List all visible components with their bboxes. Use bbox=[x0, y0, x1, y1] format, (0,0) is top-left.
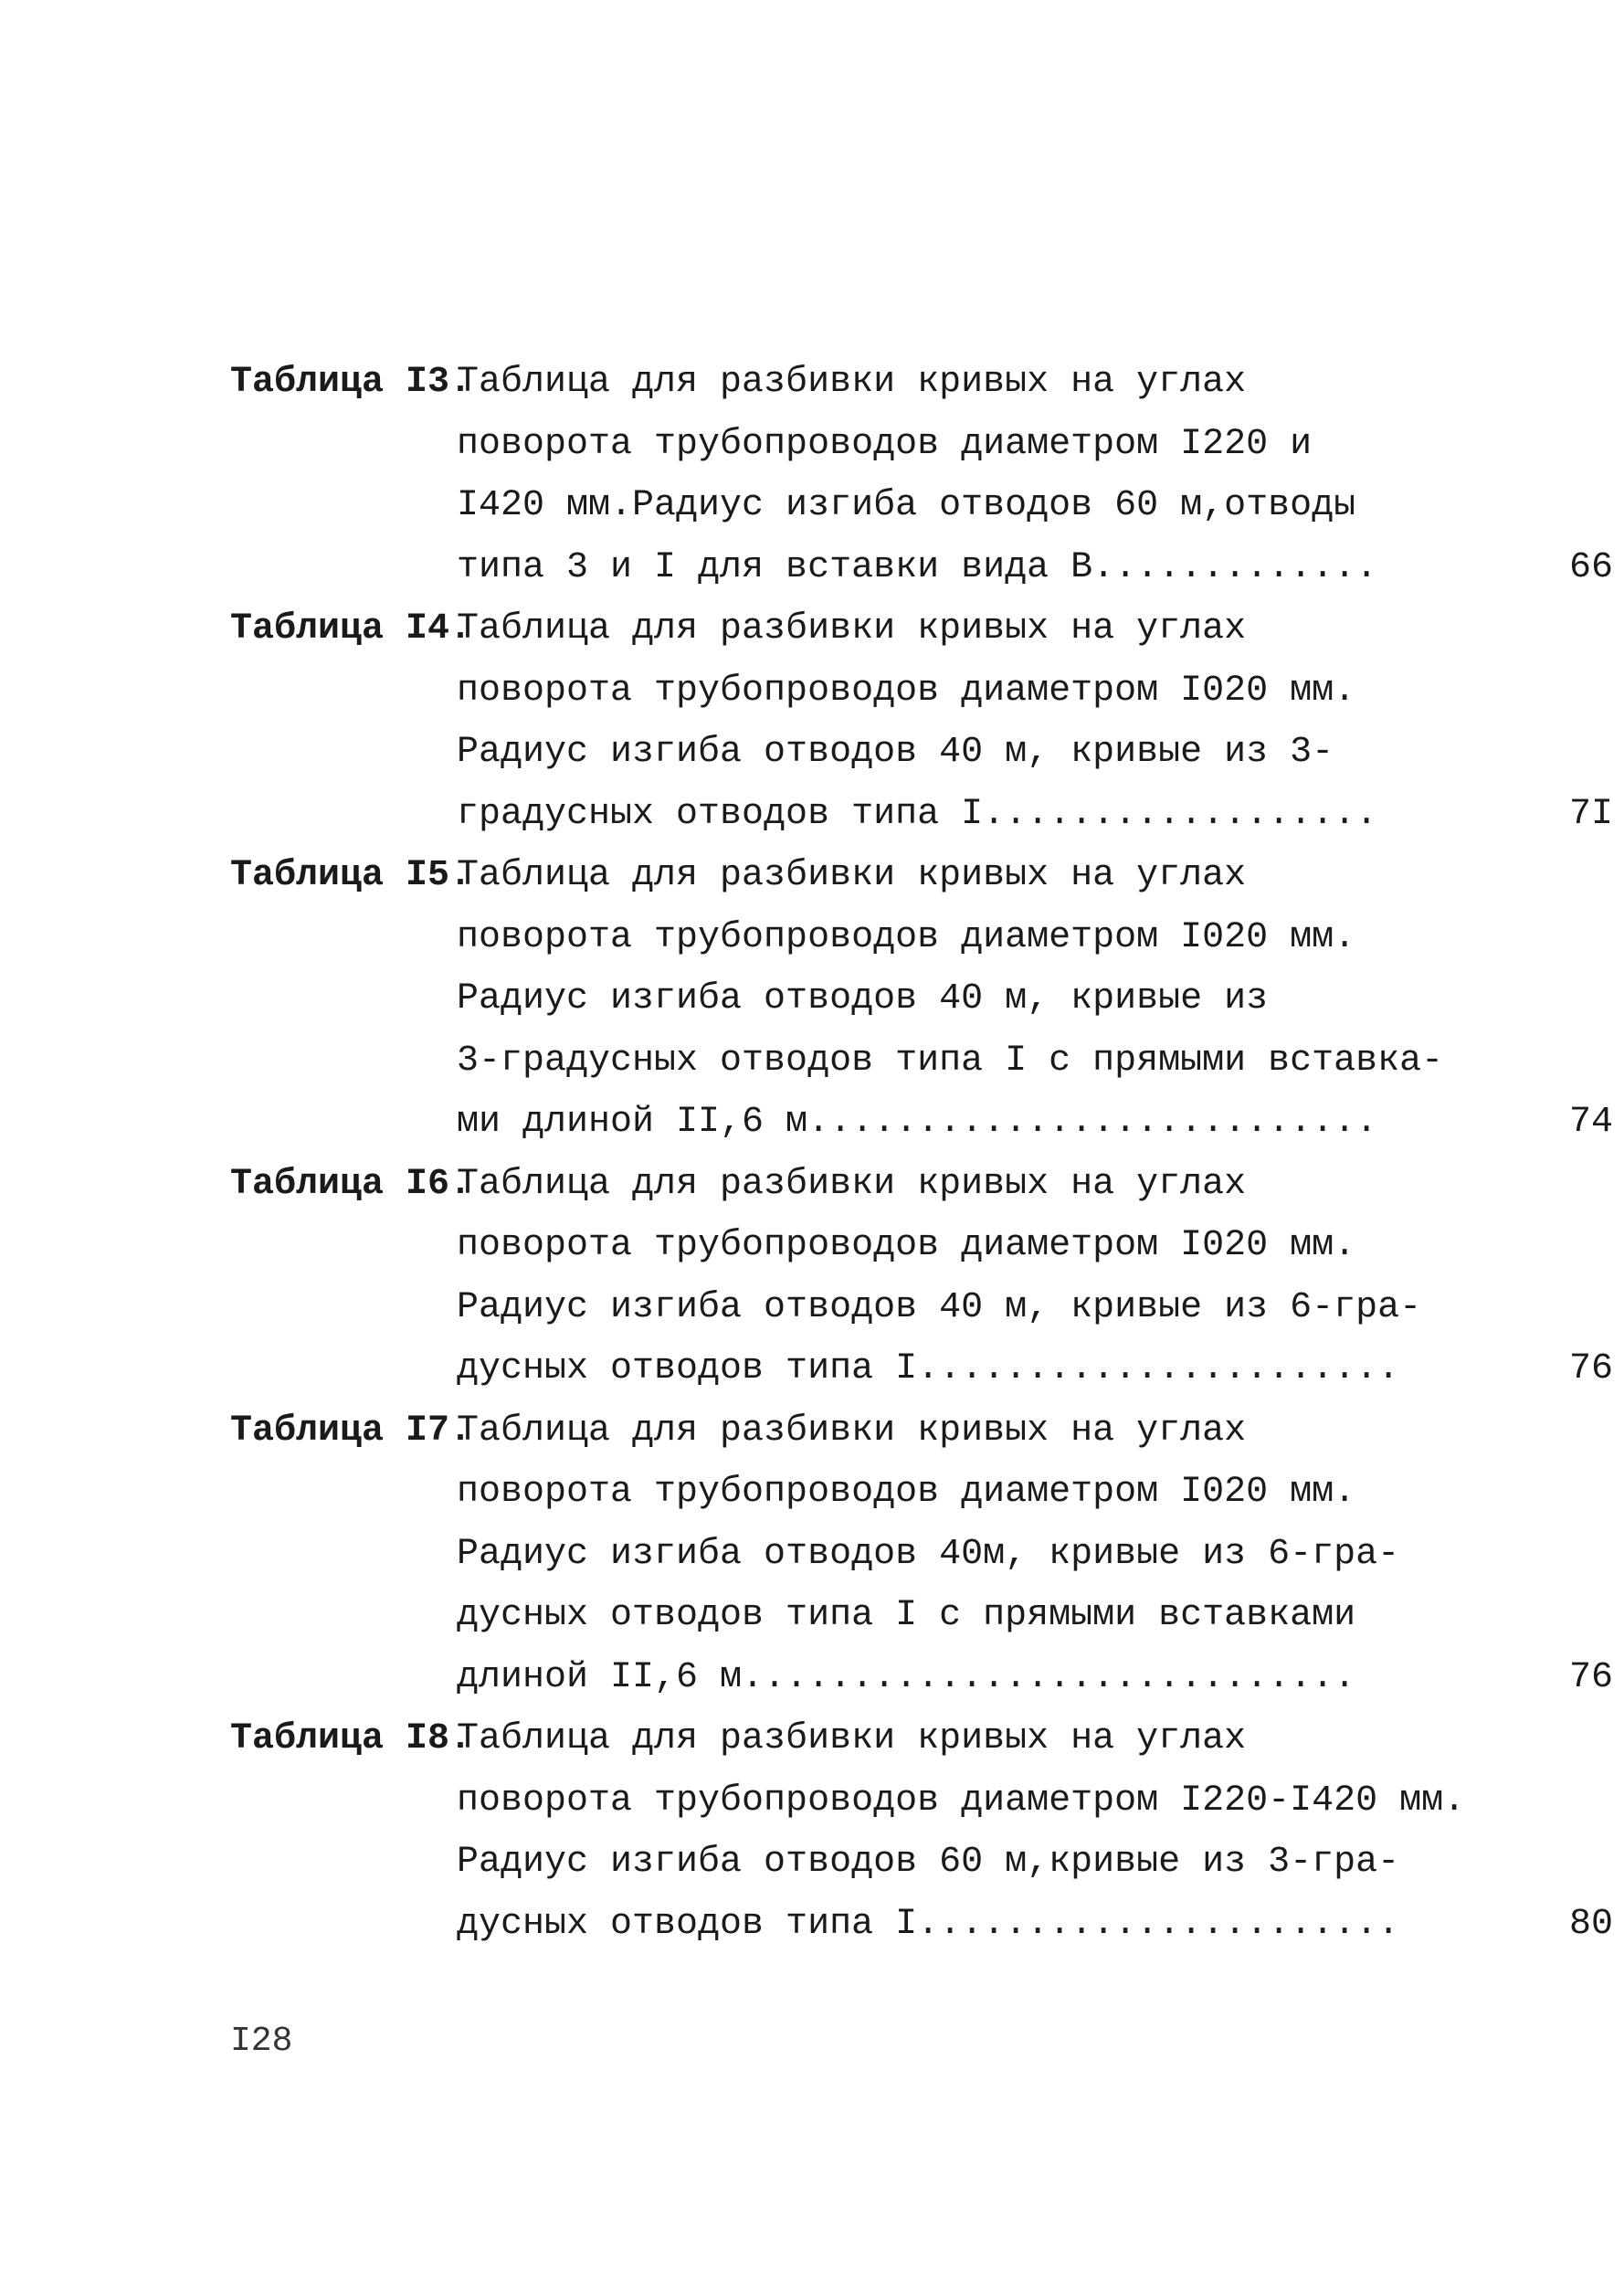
toc-entry-line: 3-градусных отводов типа I с прямыми вставка- bbox=[457, 1040, 1444, 1082]
toc-entry-line: поворота трубопроводов диаметром I020 мм. bbox=[457, 916, 1356, 958]
toc-entry-line: Таблица для разбивки кривых на углах bbox=[457, 1410, 1247, 1452]
toc-entry bbox=[230, 1708, 1614, 1955]
toc-entry-label: Таблица I4. bbox=[230, 608, 472, 650]
toc-entry-label: Таблица I7. bbox=[230, 1410, 472, 1452]
toc-entry bbox=[230, 1400, 1614, 1709]
toc-entry-line: поворота трубопроводов диаметром I220 и bbox=[457, 423, 1313, 465]
toc-entry-label: Таблица I3. bbox=[230, 362, 472, 403]
toc-entry-text bbox=[457, 598, 1614, 845]
toc-entry-line: ми длиной II,6 м.......................... 74 bbox=[457, 1092, 1418, 1154]
toc-page-number: 80 bbox=[1569, 1903, 1614, 1945]
toc-entry-text bbox=[457, 845, 1614, 1154]
toc-entry-text bbox=[457, 1400, 1614, 1709]
toc-entry-line: Таблица для разбивки кривых на углах bbox=[457, 1718, 1247, 1759]
toc-entry-text bbox=[457, 1708, 1614, 1955]
toc-entry-label: Таблица I6. bbox=[230, 1163, 472, 1205]
toc-entry-line: поворота трубопроводов диаметром I220-I420 мм. bbox=[457, 1780, 1466, 1822]
toc-entry-line: дусных отводов типа I с прямыми вставками bbox=[457, 1595, 1356, 1636]
toc-entry-line: поворота трубопроводов диаметром I020 мм. bbox=[457, 670, 1356, 712]
toc-entry-text bbox=[457, 1154, 1614, 1400]
toc-entry bbox=[230, 1154, 1614, 1400]
toc-entry-line: поворота трубопроводов диаметром I020 мм. bbox=[457, 1225, 1356, 1266]
toc-entry-line: I420 мм.Радиус изгиба отводов 60 м,отводы bbox=[457, 485, 1356, 526]
toc-page-number: 66 bbox=[1569, 546, 1614, 588]
toc-entry bbox=[230, 598, 1614, 845]
toc-entry-line: Радиус изгиба отводов 40 м, кривые из 6-гра- bbox=[457, 1286, 1422, 1328]
toc-entry-label: Таблица I8. bbox=[230, 1718, 472, 1759]
toc-entry-label: Таблица I5. bbox=[230, 855, 472, 896]
toc-entry-line: градусных отводов типа I.................. 7I bbox=[457, 784, 1418, 846]
toc-entry-line: дусных отводов типа I...................... 76 bbox=[457, 1338, 1418, 1400]
toc-entry-line: Радиус изгиба отводов 40 м, кривые из 3- bbox=[457, 732, 1334, 773]
toc-entry-line: Таблица для разбивки кривых на углах bbox=[457, 855, 1247, 896]
toc-page-number: 74 bbox=[1569, 1102, 1614, 1143]
toc-entry-line: дусных отводов типа I...................... 80 bbox=[457, 1894, 1418, 1956]
toc-entry-line: длиной II,6 м............................ 76 bbox=[457, 1647, 1418, 1709]
toc-entry-line: поворота трубопроводов диаметром I020 мм. bbox=[457, 1472, 1356, 1513]
toc-entry-line: Таблица для разбивки кривых на углах bbox=[457, 1163, 1247, 1205]
toc-entry-line: типа 3 и I для вставки вида В............. 66 bbox=[457, 537, 1418, 599]
page-number: I28 bbox=[230, 2022, 293, 2061]
toc-entry bbox=[230, 845, 1614, 1154]
toc-entry-line: Таблица для разбивки кривых на углах bbox=[457, 608, 1247, 650]
toc-entry-text bbox=[457, 352, 1614, 598]
toc-page-number: 76 bbox=[1569, 1656, 1614, 1698]
toc-entry-line: Таблица для разбивки кривых на углах bbox=[457, 362, 1247, 403]
toc-page-number: 7I bbox=[1569, 793, 1614, 835]
toc-entry-line: Радиус изгиба отводов 40м, кривые из 6-гра- bbox=[457, 1533, 1400, 1575]
toc-entry-line: Радиус изгиба отводов 40 м, кривые из bbox=[457, 978, 1269, 1019]
table-of-contents bbox=[230, 352, 1614, 1955]
toc-entry bbox=[230, 352, 1614, 598]
toc-page-number: 76 bbox=[1569, 1348, 1614, 1389]
toc-entry-line: Радиус изгиба отводов 60 м,кривые из 3-гра- bbox=[457, 1842, 1400, 1883]
